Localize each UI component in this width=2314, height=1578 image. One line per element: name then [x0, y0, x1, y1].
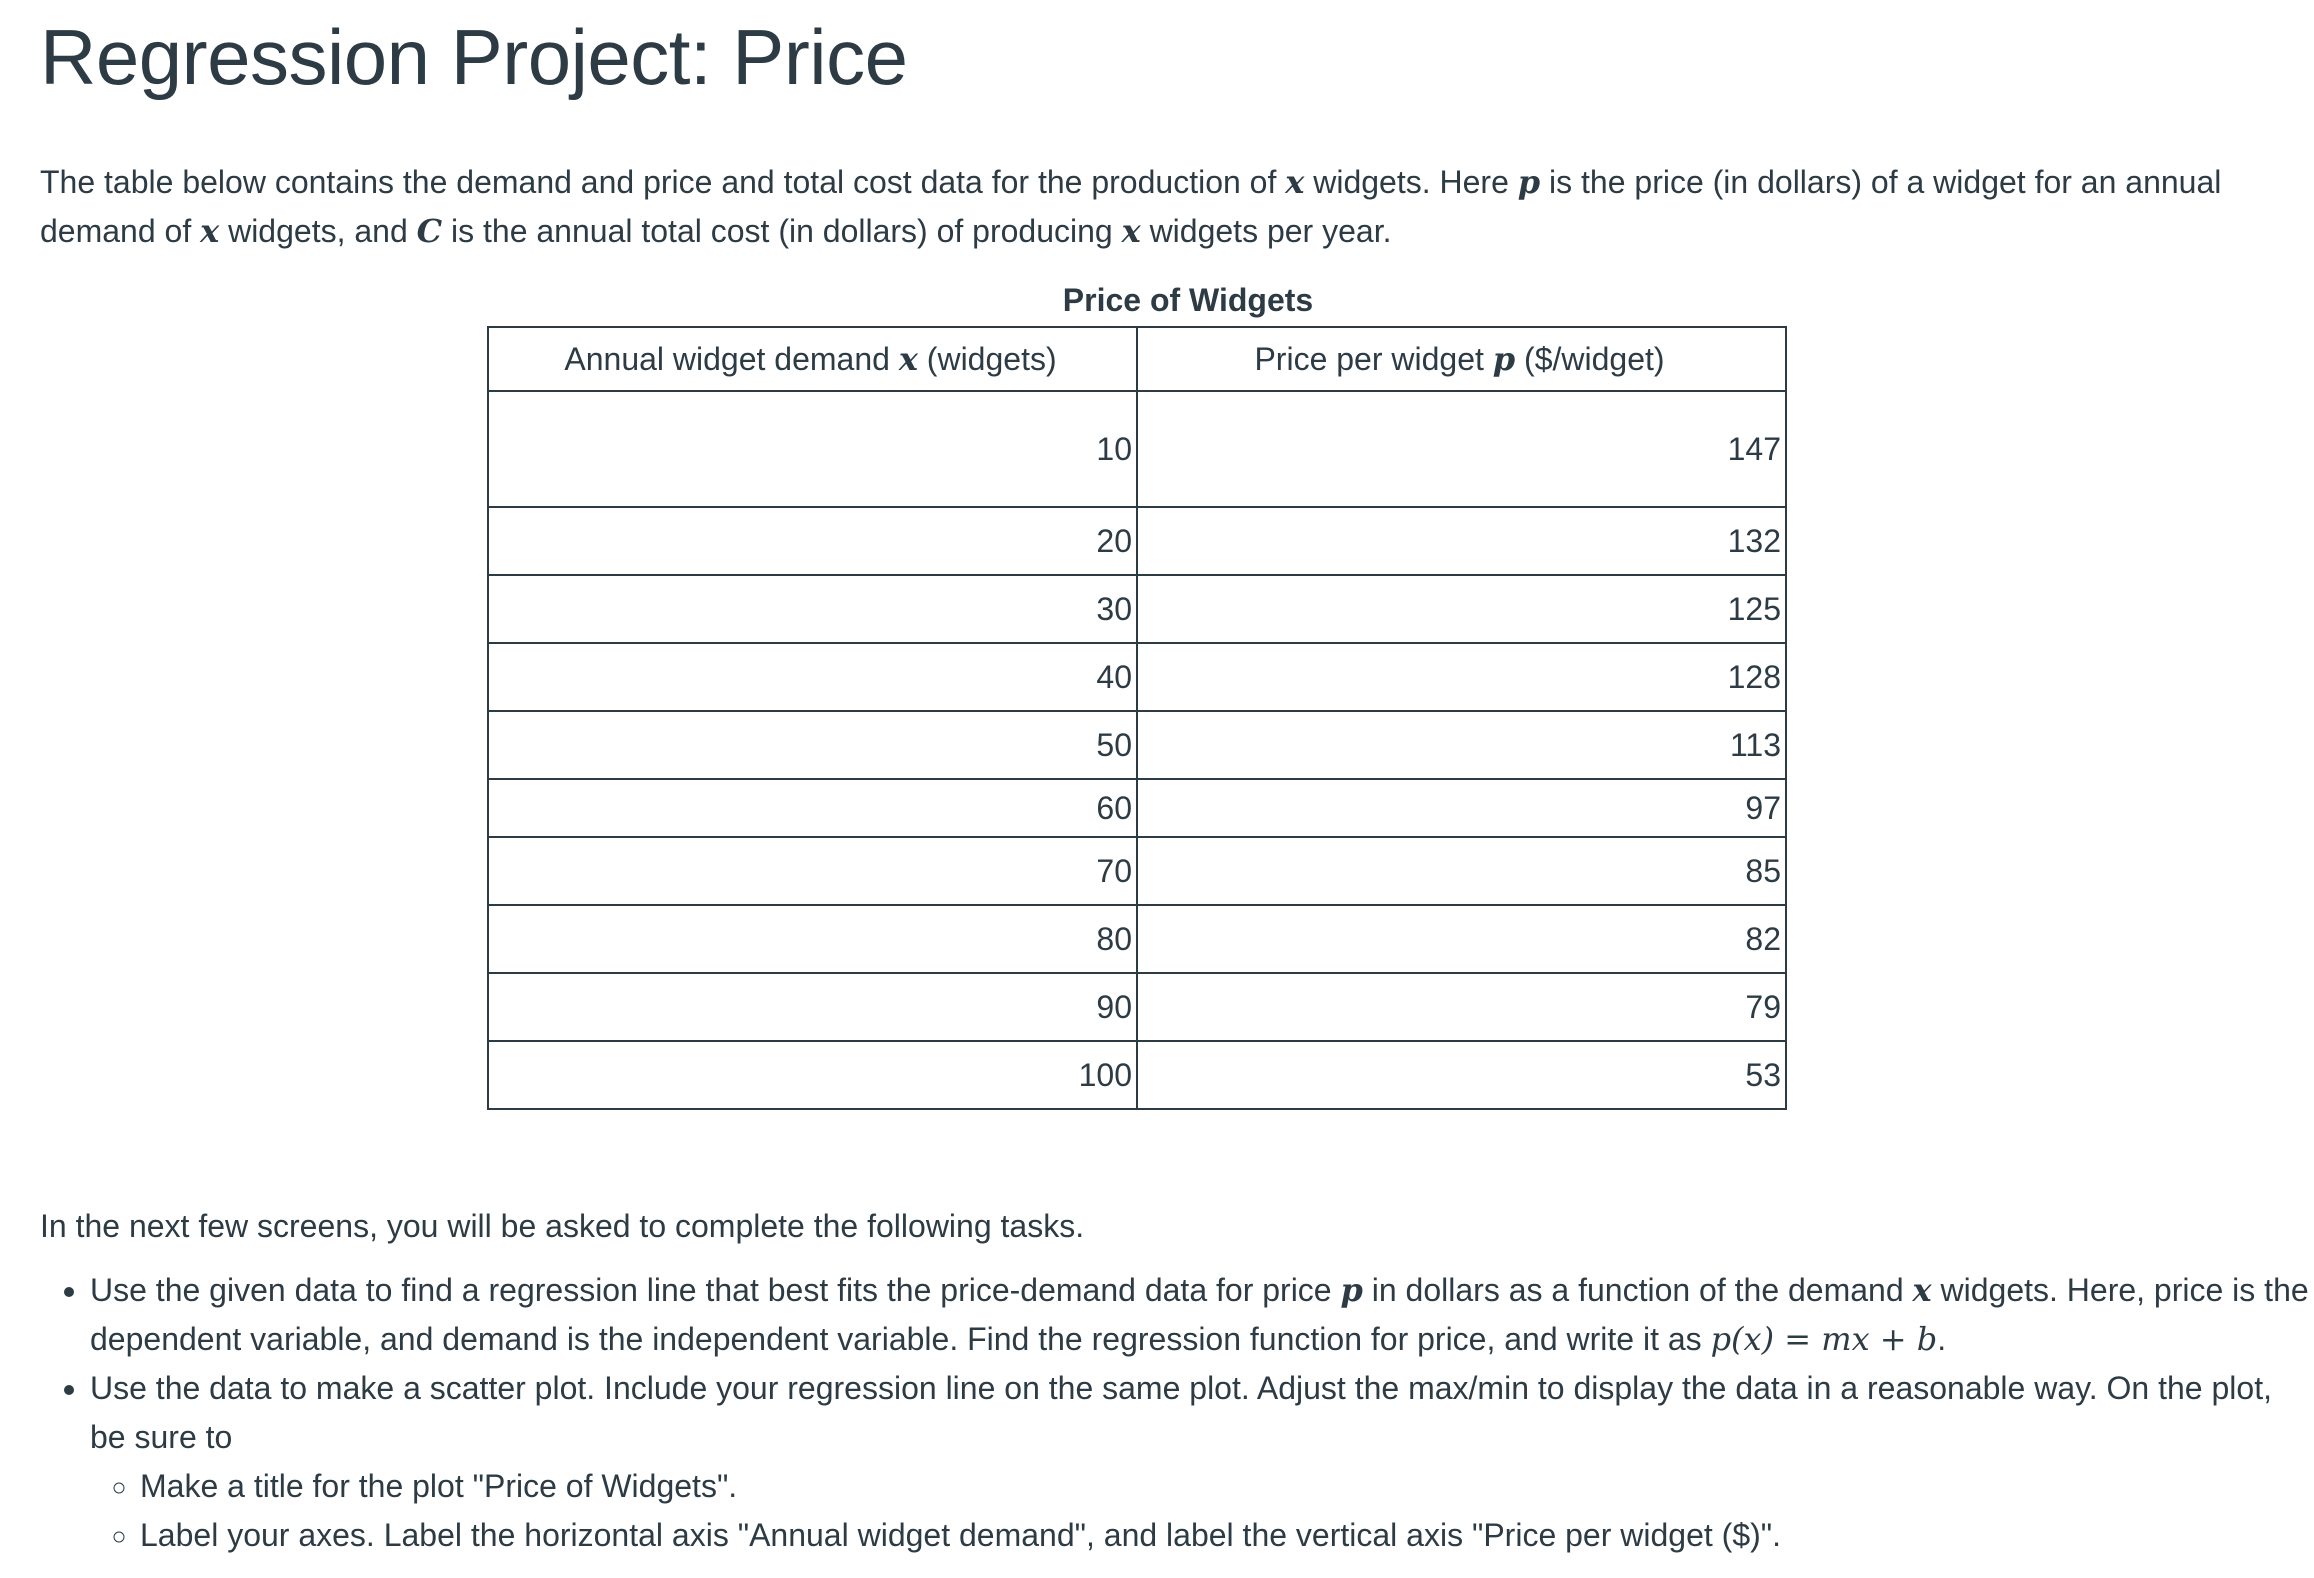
- var-c: C: [416, 212, 443, 250]
- table-caption: Price of Widgets: [1062, 282, 1314, 318]
- intro-text-3: is the price (in dollars) of a widget for an annual demand of: [40, 164, 2222, 249]
- task1-text-b: in dollars as a function of the demand: [1362, 1272, 1913, 1308]
- task1-text-d: .: [1937, 1321, 1947, 1357]
- cell-price: 132: [1137, 507, 1786, 575]
- cell-price: 128: [1137, 643, 1786, 711]
- page-title: Regression Project: Price: [40, 13, 908, 101]
- header-price-label: Price per widget: [1254, 341, 1493, 377]
- intro-text-4: widgets, and: [219, 213, 417, 249]
- task1-var-x: x: [1912, 1271, 1932, 1309]
- cell-demand: 40: [488, 643, 1137, 711]
- cell-price: 113: [1137, 711, 1786, 779]
- header-var-x: x: [898, 340, 918, 378]
- table-row: [488, 507, 1786, 575]
- cell-demand: 100: [488, 1041, 1137, 1109]
- cell-demand: 70: [488, 837, 1137, 905]
- intro-text-2: widgets. Here: [1304, 164, 1518, 200]
- table-header-row: [488, 327, 1786, 391]
- table-row: [488, 711, 1786, 779]
- task-list: [40, 1266, 2310, 1560]
- cell-price: 147: [1137, 391, 1786, 507]
- var-x: x: [1121, 212, 1141, 250]
- header-demand: [488, 327, 1137, 391]
- intro-paragraph: [40, 158, 2260, 256]
- cell-price: 85: [1137, 837, 1786, 905]
- cell-price: 125: [1137, 575, 1786, 643]
- task2-text: Use the data to make a scatter plot. Include your regression line on the same plot. Adjust the max/min to display the data in a reasonable way. On the plot, be sure to: [90, 1370, 2272, 1455]
- subtask-title: ◦ Make a title for the plot "Price of Widgets".: [140, 1462, 2310, 1511]
- header-price: [1137, 327, 1786, 391]
- header-price-unit: ($/widget): [1515, 341, 1665, 377]
- cell-demand: 50: [488, 711, 1137, 779]
- cell-demand: 80: [488, 905, 1137, 973]
- cell-price: 53: [1137, 1041, 1786, 1109]
- header-demand-label: Annual widget demand: [564, 341, 899, 377]
- table-row: [488, 837, 1786, 905]
- header-var-p: p: [1492, 340, 1516, 378]
- intro-text-5: is the annual total cost (in dollars) of producing: [442, 213, 1122, 249]
- subtask-axes: ◦ Label your axes. Label the horizontal axis "Annual widget demand", and label the vertical axis "Price per widget ($)".: [140, 1511, 2310, 1560]
- cell-price: 97: [1137, 779, 1786, 837]
- table-row: [488, 391, 1786, 507]
- table-row: [488, 643, 1786, 711]
- intro-text-1: The table below contains the demand and price and total cost data for the production of: [40, 164, 1286, 200]
- intro-text-6: widgets per year.: [1140, 213, 1392, 249]
- task1-text-c: widgets. Here, price is the dependent variable, and demand is the independent variable. Find the regression function for price, and write it as: [90, 1272, 2309, 1357]
- cell-price: 79: [1137, 973, 1786, 1041]
- var-x: x: [1285, 163, 1305, 201]
- table-row: [488, 1041, 1786, 1109]
- table-row: [488, 779, 1786, 837]
- table-row: [488, 973, 1786, 1041]
- task1-var-p: p: [1340, 1271, 1363, 1309]
- task-sublist: [90, 1462, 2310, 1560]
- table-row: [488, 905, 1786, 973]
- tasks-intro: In the next few screens, you will be asked to complete the following tasks.: [40, 1208, 1085, 1244]
- table-row: [488, 575, 1786, 643]
- cell-demand: 10: [488, 391, 1137, 507]
- task1-text-a: Use the given data to find a regression line that best fits the price-demand data for price: [90, 1272, 1341, 1308]
- var-p: p: [1517, 163, 1541, 201]
- cell-demand: 20: [488, 507, 1137, 575]
- cell-demand: 30: [488, 575, 1137, 643]
- price-table: [487, 326, 1787, 1110]
- cell-demand: 60: [488, 779, 1137, 837]
- task-item-regression: [90, 1266, 2310, 1364]
- cell-demand: 90: [488, 973, 1137, 1041]
- var-x: x: [200, 212, 220, 250]
- cell-price: 82: [1137, 905, 1786, 973]
- regression-formula: p(x) = mx + b: [1710, 1320, 1938, 1358]
- task-item-scatter: [90, 1364, 2310, 1560]
- header-demand-unit: (widgets): [917, 341, 1057, 377]
